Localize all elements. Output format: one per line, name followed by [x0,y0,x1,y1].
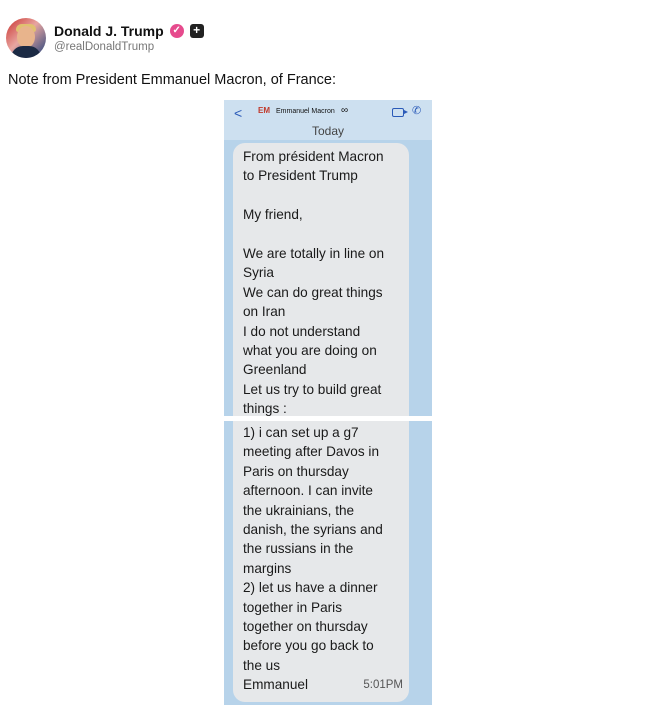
message-line: Syria [243,265,274,281]
message-line: together on thursday [243,619,368,634]
message-line: together in Paris [243,599,342,615]
post-text: Note from President Emmanuel Macron, of France: [8,72,336,88]
video-call-icon [392,108,404,117]
name-row [54,23,204,39]
message-line: to President Trump [243,168,358,184]
message-bubble-part-2 [233,421,409,702]
message-line: My friend, [243,207,303,223]
message-line: what you are doing on [243,343,377,358]
message-line: margins [243,560,292,576]
message-line: the us [243,657,281,673]
message-line: the ukrainians, the [243,502,355,518]
message-line: Paris on thursday [243,463,349,479]
message-line: danish, the syrians and [243,522,383,537]
avatar-suit [11,46,41,58]
phone-call-icon: ✆ [412,105,422,117]
message-line: I do not understand [243,323,361,339]
user-handle[interactable]: @realDonaldTrump [54,41,155,53]
display-name[interactable]: Donald J. Trump [54,23,164,39]
message-screenshot [224,100,432,705]
author-info [54,23,204,53]
contact-initials-badge: EM [258,106,270,115]
message-line: From président Macron [243,149,384,164]
message-line: 1) i can set up a g7 [243,425,359,440]
message-line: Let us try to build great [243,381,382,397]
message-line: things : [243,401,287,417]
message-line: We can do great things [243,284,383,300]
message-line: before you go back to [243,638,374,654]
verified-badge-icon: ✓ [170,24,184,38]
message-line: on Iran [243,304,286,320]
post-header [6,14,204,62]
contact-name: Emmanuel Macron [276,108,335,115]
message-line: Greenland [243,362,307,378]
message-line: the russians in the [243,541,354,557]
message-line: afternoon. I can invite [243,483,373,499]
message-bubble-part-1 [233,143,409,416]
back-chevron-icon: < [234,105,243,121]
message-time: 5:01PM [363,679,403,692]
avatar[interactable] [6,18,46,58]
plus-badge-icon: + [190,24,204,38]
date-label: Today [311,124,345,138]
link-icon: ∞ [341,105,349,116]
message-line: Emmanuel [243,677,308,693]
avatar-face [17,26,35,48]
message-line: We are totally in line on [243,246,385,261]
message-line: meeting after Davos in [243,444,380,460]
message-line: 2) let us have a dinner [243,580,378,596]
